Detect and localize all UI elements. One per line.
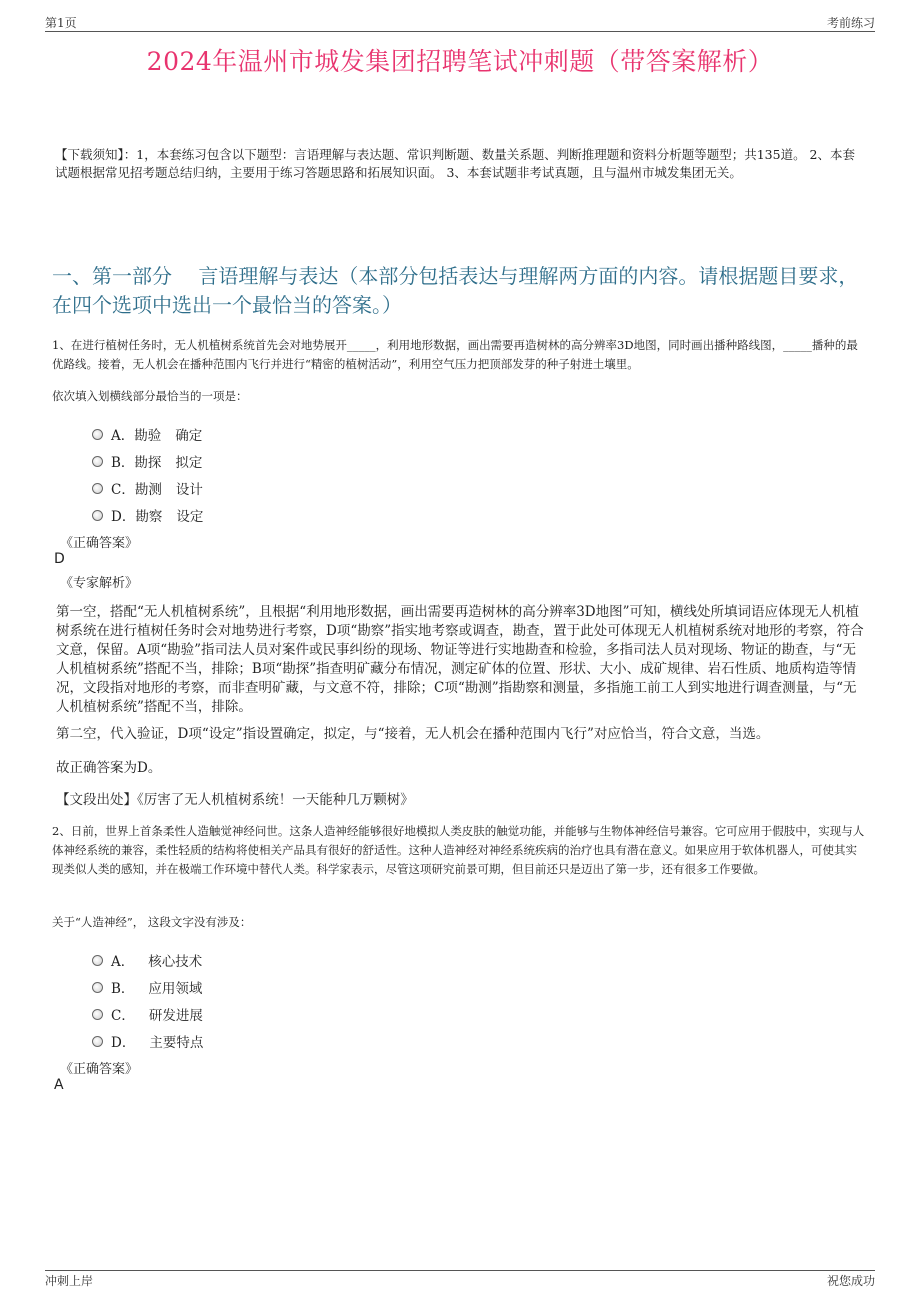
question-2-answer: A bbox=[54, 1077, 64, 1093]
section-heading: 一、第一部分 言语理解与表达（本部分包括表达与理解两方面的内容。请根据题目要求，在四个选项中选出一个最恰当的答案。） bbox=[52, 264, 859, 317]
radio-icon[interactable] bbox=[92, 483, 103, 494]
question-2-stem: 2、日前，世界上首条柔性人造触觉神经问世。这条人造神经能够很好地模拟人类皮肤的触觉功能，并能够与生物体神经信号兼容。它可应用于假肢中，实现与人体神经系统的兼容，柔性轻质的结构将使相关产品具有很好的舒适性。这种人造神经对神经系统疾病的治疗也具有潜在意义。如果应用于软体机器人，可使其实现类似人类的感知，并在极端工作环境中替代人类。科学家表示，尽管这项研究前景可期，但目前还只是迈出了第一步，还有很多工作要做。 bbox=[52, 824, 865, 876]
option-label: C． bbox=[111, 1008, 135, 1024]
option-label: D． bbox=[111, 1035, 136, 1051]
option-text: 设定 bbox=[176, 509, 204, 525]
question-2-prompt: 关于“人造神经”， 这段文字没有涉及： bbox=[52, 915, 252, 929]
question-2-option-a[interactable] bbox=[92, 950, 202, 970]
question-1-source: 【文段出处】《厉害了无人机植树系统！一天能种几万颗树》 bbox=[56, 792, 414, 808]
radio-icon[interactable] bbox=[92, 429, 103, 440]
page-number: 第1页 bbox=[45, 16, 77, 30]
question-1-option-c[interactable] bbox=[92, 478, 203, 498]
radio-icon[interactable] bbox=[92, 1036, 103, 1047]
radio-icon[interactable] bbox=[92, 982, 103, 993]
question-1-analysis-heading: 《专家解析》 bbox=[60, 576, 139, 591]
download-notice: 【下载须知】：1，本套练习包含以下题型：言语理解与表达题、常识判断题、数量关系题、判断推理题和资料分析题等题型；共135道。 2、本套试题根据常见招考题总结归纳，主要用于练习答题思路和拓展知识面。 3、本套试题非考试真题，且与温州市城发集团无关。 bbox=[55, 147, 855, 180]
option-text: 应用领域 bbox=[148, 981, 203, 997]
question-2-option-b[interactable] bbox=[92, 977, 202, 997]
option-label: A．勘验 bbox=[111, 428, 162, 444]
header-category: 考前练习 bbox=[826, 16, 875, 30]
header-divider bbox=[45, 31, 875, 32]
option-text: 确定 bbox=[175, 428, 203, 444]
question-1-stem: 1、在进行植树任务时，无人机植树系统首先会对地势展开_____，利用地形数据，画出需要再造树林的高分辨率3D地图，同时画出播种路线图，_____播种的最优路线。接着，无人机会在播种范围内飞行并进行“精密的植树活动”，利用空气压力把顶部发芽的种子射进土壤里。 bbox=[52, 338, 858, 371]
question-1-option-d[interactable] bbox=[92, 505, 203, 525]
option-text: 研发进展 bbox=[148, 1008, 203, 1024]
question-2-option-d[interactable] bbox=[92, 1031, 203, 1051]
footer-right: 祝您成功 bbox=[826, 1274, 875, 1288]
footer-left: 冲刺上岸 bbox=[45, 1274, 94, 1288]
document-title: 2024年温州市城发集团招聘笔试冲刺题（带答案解析） bbox=[146, 47, 774, 76]
radio-icon[interactable] bbox=[92, 955, 103, 966]
radio-icon[interactable] bbox=[92, 1009, 103, 1020]
option-text: 设计 bbox=[175, 482, 203, 498]
question-1-answer-heading: 《正确答案》 bbox=[60, 536, 139, 551]
analysis-paragraph-3: 故正确答案为D。 bbox=[56, 760, 162, 776]
analysis-paragraph-2: 第二空，代入验证，D项“设定”指设置确定，拟定，与“接着，无人机会在播种范围内飞行”对应恰当，符合文意，当选。 bbox=[56, 726, 770, 742]
radio-icon[interactable] bbox=[92, 510, 103, 521]
question-2-answer-heading: 《正确答案》 bbox=[60, 1062, 139, 1077]
option-label: D．勘察 bbox=[111, 509, 163, 525]
question-1-answer: D bbox=[54, 551, 65, 567]
question-2-option-c[interactable] bbox=[92, 1004, 203, 1024]
option-text: 主要特点 bbox=[149, 1035, 204, 1051]
footer-divider bbox=[45, 1270, 875, 1271]
option-text: 拟定 bbox=[175, 455, 203, 471]
question-1-option-a[interactable] bbox=[92, 424, 202, 444]
analysis-paragraph-1: 第一空，搭配“无人机植树系统”，且根据“利用地形数据，画出需要再造树林的高分辨率3D地图”可知，横线处所填词语应体现无人机植树系统在进行植树任务时会对地势进行考察，D项“勘察”指实地考察或调查，勘查，置于此处可体现无人机植树系统对地形的考察，符合文意，保留。A项“勘验”指司法人员对案件或民事纠纷的现场、物证等进行实地勘查和检验，多指司法人员对现场、物证的勘查，与“无人机植树系统”搭配不当，排除；B项“勘探”指查明矿藏分布情况，测定矿体的位置、形状、大小、成矿规律、岩石性质、地质构造等情况，文段指对地形的考察，而非查明矿藏，与文意不符，排除；C项“勘测”指勘察和测量，多指施工前工人到实地进行调查测量，与“无人机植树系统”搭配不当，排除。 bbox=[56, 604, 864, 715]
radio-icon[interactable] bbox=[92, 456, 103, 467]
option-text: 核心技术 bbox=[148, 954, 203, 970]
question-1-prompt: 依次填入划横线部分最恰当的一项是： bbox=[52, 389, 248, 403]
question-1-option-b[interactable] bbox=[92, 451, 202, 471]
option-label: A． bbox=[111, 954, 135, 970]
option-label: B．勘探 bbox=[111, 455, 162, 471]
option-label: B． bbox=[111, 981, 135, 997]
option-label: C．勘测 bbox=[111, 482, 162, 498]
